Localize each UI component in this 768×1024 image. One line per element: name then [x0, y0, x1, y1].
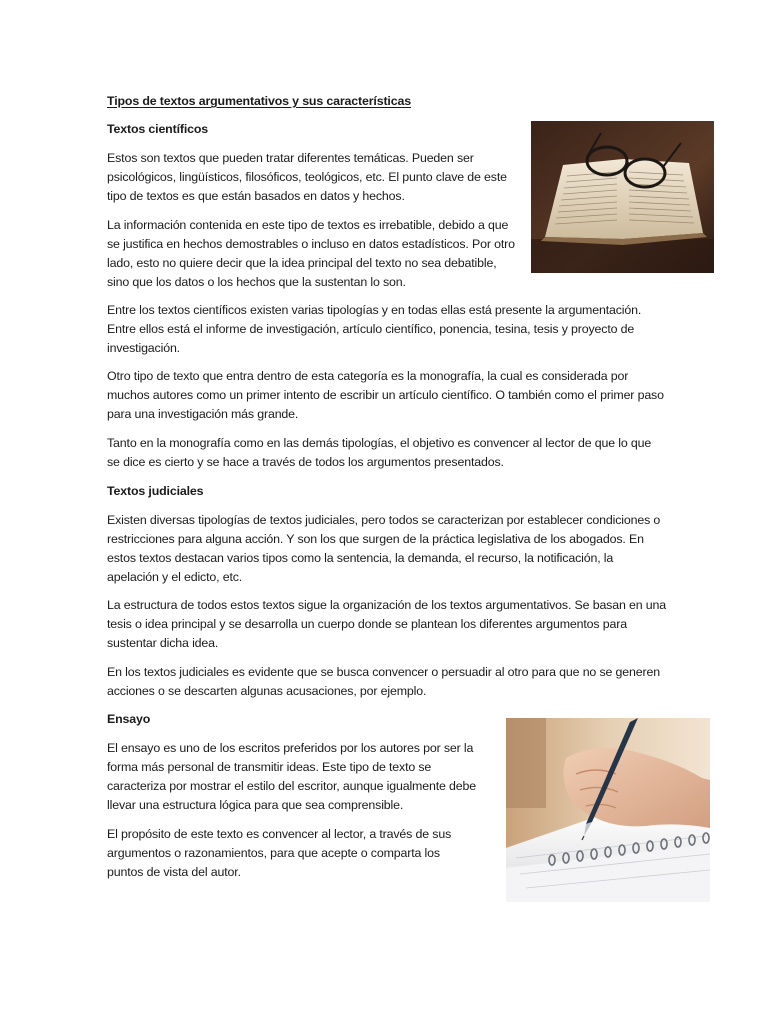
- book-glasses-illustration: [531, 121, 714, 273]
- paragraph: Otro tipo de texto que entra dentro de esta categoría es la monografía, la cual es considerada por muchos autores como un primer intento de escribir un artículo científico. O también como el primer paso para una investigación más grande.: [107, 369, 664, 421]
- paragraph: Entre los textos científicos existen varias tipologías y en todas ellas está presente la argumentación. Entre ellos está el informe de investigación, artículo científico, ponencia, tesina, tesis y proyecto de investigación.: [107, 303, 642, 355]
- paragraph: Existen diversas tipologías de textos judiciales, pero todos se caracterizan por establecer condiciones o restricciones para alguna acción. Y son los que surgen de la práctica legislativa de los abogados. En estos textos destacan varios tipos como la sentencia, la demanda, el recurso, la notificación, la apelación y el edicto, etc.: [107, 513, 661, 584]
- paragraph: El ensayo es uno de los escritos preferidos por los autores por ser la forma más personal de transmitir ideas. Este tipo de texto se caracteriza por mostrar el estilo del escritor, aunque igualmente debe llevar una estructura lógica para que sea comprensible.: [107, 741, 476, 812]
- section-heading-ensayo: Ensayo: [107, 712, 151, 726]
- paragraph: En los textos judiciales es evidente que se busca convencer o persuadir al otro para que no se generen acciones o se descarten algunas acusaciones, por ejemplo.: [107, 665, 660, 698]
- paragraph: El propósito de este texto es convencer al lector, a través de sus argumentos o razonamientos, para que acepte o comparta los puntos de vista del autor.: [107, 827, 452, 879]
- section-heading-cientificos: Textos científicos: [107, 122, 209, 136]
- paragraph: La información contenida en este tipo de textos es irrebatible, debido a que se justifica en hechos demostrables o incluso en datos estadísticos. Por otro lado, esto no quiere decir que la idea principal del texto no sea debatible, sino que los datos o los hechos que la sustentan lo son.: [107, 218, 515, 289]
- writing-notebook-image: [506, 718, 710, 902]
- section-heading-judiciales: Textos judiciales: [107, 484, 204, 498]
- paragraph: Estos son textos que pueden tratar diferentes temáticas. Pueden ser psicológicos, lingüísticos, filosóficos, teológicos, etc. El punto clave de este tipo de textos es que están basados en datos y hechos.: [107, 151, 507, 203]
- document-title: Tipos de textos argumentativos y sus características: [107, 94, 411, 108]
- paragraph: Tanto en la monografía como en las demás tipologías, el objetivo es convencer al lector de que lo que se dice es cierto y se hace a través de todos los argumentos presentados.: [107, 436, 652, 469]
- book-glasses-image: [531, 121, 714, 273]
- paragraph: La estructura de todos estos textos sigue la organización de los textos argumentativos. Se basan en una tesis o idea principal y se desarrolla un cuerpo donde se plantean los diferentes argumentos para sustentar dicha idea.: [107, 598, 667, 650]
- writing-illustration: [506, 718, 710, 902]
